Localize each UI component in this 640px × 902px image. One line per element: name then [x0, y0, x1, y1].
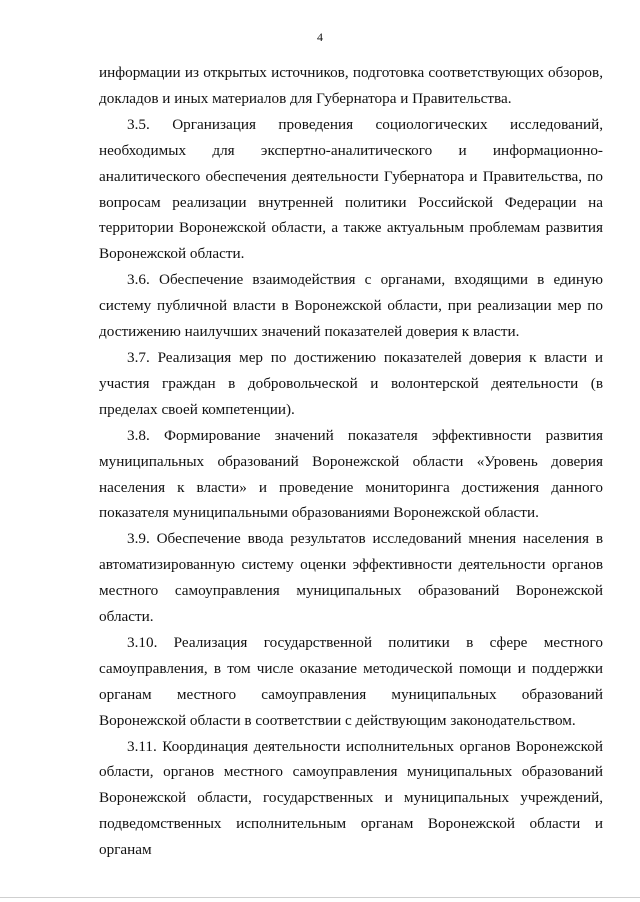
paragraph-3-5: 3.5. Организация проведения социологических исследований, необходимых для экспертно-аналитического и информационно-аналитического обеспечения деятельности Губернатора и Правительства, по вопросам реализации внутренней политики Российской Федерации на территории Воронежской области, а также актуальным проблемам развития Воронежской области.: [99, 115, 603, 263]
paragraph-continuation: информации из открытых источников, подготовка соответствующих обзоров, докладов и иных материалов для Губернатора и Правительства.: [99, 64, 603, 107]
paragraph-3-11: 3.11. Координация деятельности исполнительных органов Воронежской области, органов местного самоуправления муниципальных образований Воронежской области, государственных и муниципальных учреждений, подведомственных исполнительным органам Воронежской области и органам: [99, 737, 603, 859]
paragraph-3-10: 3.10. Реализация государственной политики в сфере местного самоуправления, в том числе оказание методической помощи и поддержки органам местного самоуправления муниципальных образований Воронежской области в соответствии с действующим законодательством.: [99, 633, 603, 729]
scan-edge-line: [0, 897, 640, 898]
document-body: [99, 60, 603, 863]
page-number: 4: [317, 30, 323, 44]
paragraph-3-8: 3.8. Формирование значений показателя эффективности развития муниципальных образований Воронежской области «Уровень доверия населения к власти» и проведение мониторинга достижения данного показателя муниципальными образованиями Воронежской области.: [99, 426, 603, 522]
paragraph-3-7: 3.7. Реализация мер по достижению показателей доверия к власти и участия граждан в добровольческой и волонтерской деятельности (в пределах своей компетенции).: [99, 348, 603, 418]
paragraph-3-9: 3.9. Обеспечение ввода результатов исследований мнения населения в автоматизированную систему оценки эффективности деятельности органов местного самоуправления муниципальных образований Воронежской области.: [99, 530, 603, 626]
paragraph-3-6: 3.6. Обеспечение взаимодействия с органами, входящими в единую систему публичной власти в Воронежской области, при реализации мер по достижению наилучших значений показателей доверия к власти.: [99, 271, 603, 341]
